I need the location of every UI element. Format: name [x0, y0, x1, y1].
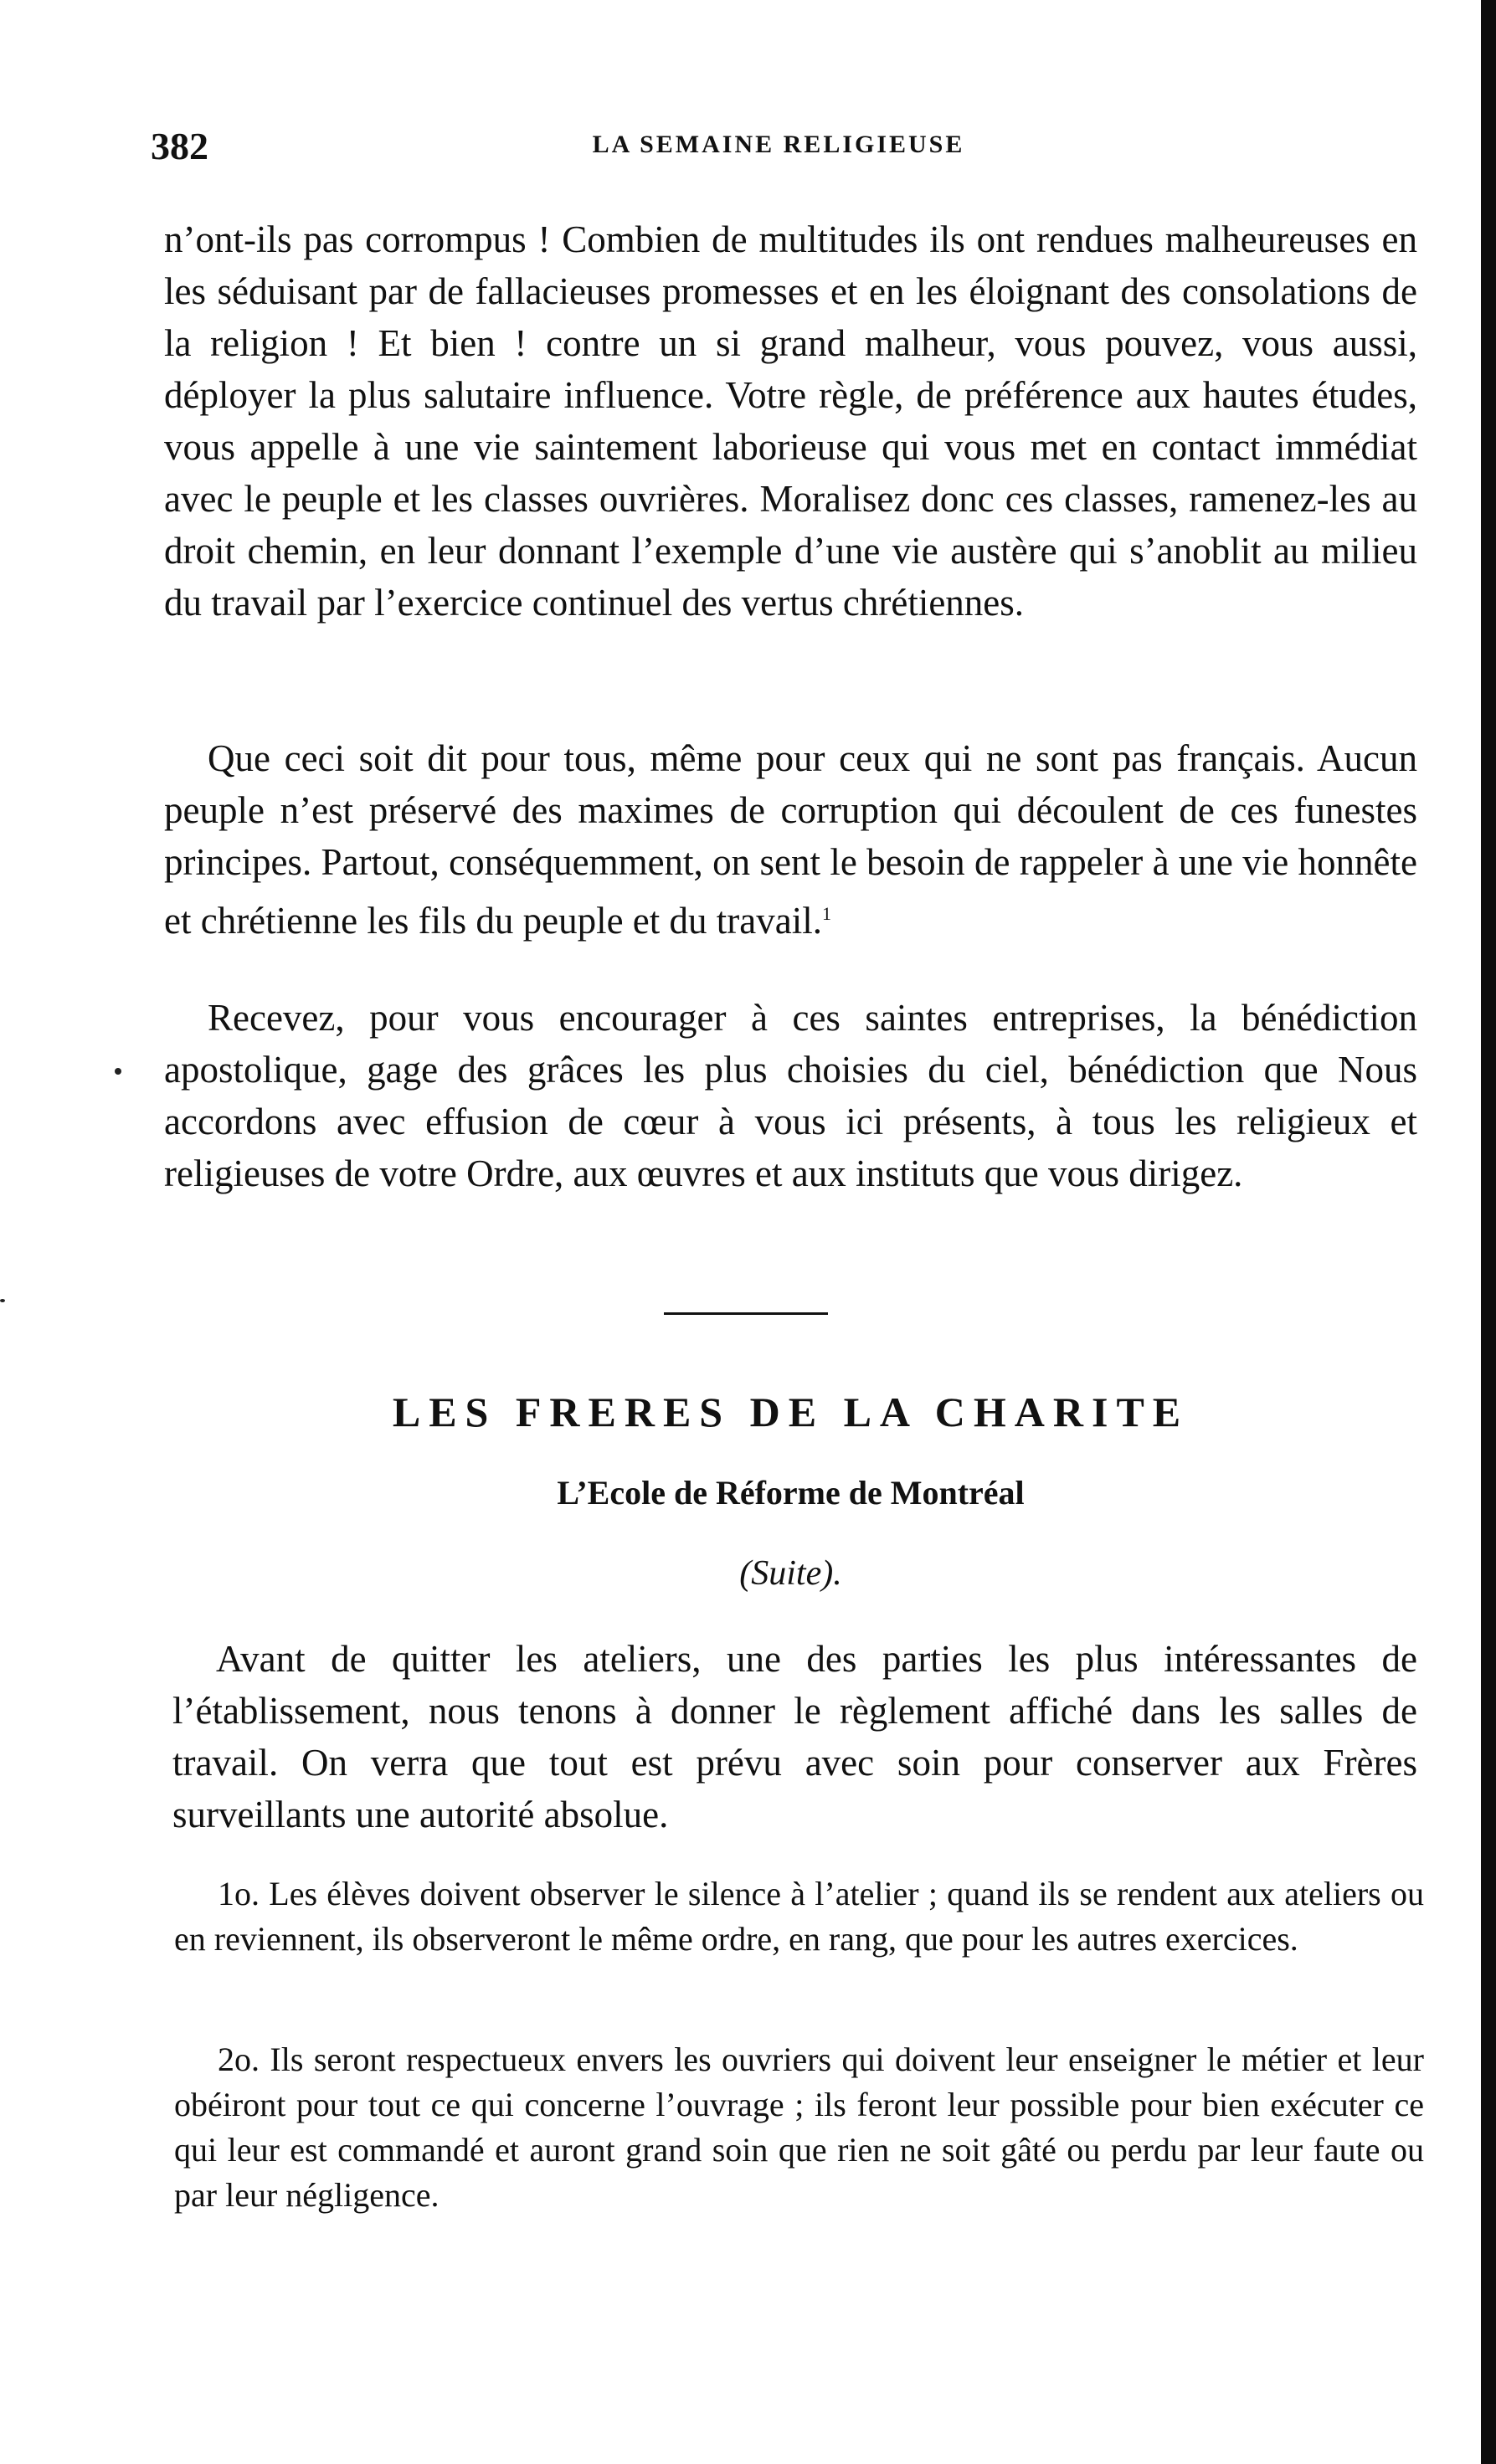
paragraph-que-ceci-text: Que ceci soit dit pour tous, même pour ceux qui ne sont pas français. Aucun peuple n’est préservé des maximes de corruption qui découlent de ces funestes principes. Partout, conséquemment, on sent le besoin de rappeler à une vie honnête et chrétienne les fils du peuple et du travail. [164, 737, 1417, 942]
page-number: 382 [151, 125, 208, 167]
section-subtitle: L’Ecole de Réforme de Montréal [557, 1474, 1025, 1512]
regulation-item-1: 1o. Les élèves doivent observer le silence à l’atelier ; quand ils se rendent aux ateliers ou en reviennent, ils observeront le même ordre, en rang, que pour les autres exercices. [174, 1875, 1424, 1958]
regulation-item-2: 2o. Ils seront respectueux envers les ouvriers qui doivent leur enseigner le métier et leur obéiront pour tout ce qui concerne l’ouvrage ; ils feront leur possible pour bien exécuter ce qui leur est commandé et auront grand soin que rien ne soit gâté ou perdu par leur faute ou par leur négligence. [174, 2041, 1424, 2214]
margin-tick [0, 1299, 5, 1302]
footnote-marker: 1 [821, 903, 831, 924]
paragraph-recevez: Recevez, pour vous encourager à ces saintes entreprises, la bénédiction apostolique, gage des grâces les plus choisies du ciel, bénédiction que Nous accordons avec effusion de cœur à vous ici présents, à tous les religieux et religieuses de votre Ordre, aux œuvres et aux instituts que vous dirigez. [164, 997, 1417, 1194]
paragraph-avant-de-quitter: Avant de quitter les ateliers, une des parties les plus intéressantes de l’établissement, nous tenons à donner le règlement affiché dans les salles de travail. On verra que tout est prévu avec soin pour conserver aux Frères surveillants une autorité absolue. [172, 1638, 1417, 1835]
margin-dot [115, 1068, 121, 1075]
section-title: LES FRERES DE LA CHARITE [392, 1389, 1190, 1435]
page-edge-shadow [1481, 0, 1496, 2464]
running-title: LA SEMAINE RELIGIEUSE [592, 131, 965, 158]
page-header [151, 124, 1406, 174]
paragraph-continuation: n’ont-ils pas corrompus ! Combien de multitudes ils ont rendues malheureuses en les séduisant par de fallacieuses promesses et en les éloignant des consolations de la religion ! Et bien ! contre un si grand malheur, vous pouvez, vous aussi, déployer la plus salutaire influence. Votre règle, de préférence aux hautes études, vous appelle à une vie saintement laborieuse qui vous met en contact immédiat avec le peuple et les classes ouvrières. Moralisez donc ces classes, ramenez-les au droit chemin, en leur donnant l’exemple d’une vie austère qui s’anoblit au milieu du travail par l’exercice continuel des vertus chrétiennes. [164, 218, 1417, 624]
paragraph-que-ceci [164, 732, 1417, 947]
section-divider-rule [664, 1312, 828, 1315]
section-continuation-note: (Suite). [739, 1554, 842, 1593]
